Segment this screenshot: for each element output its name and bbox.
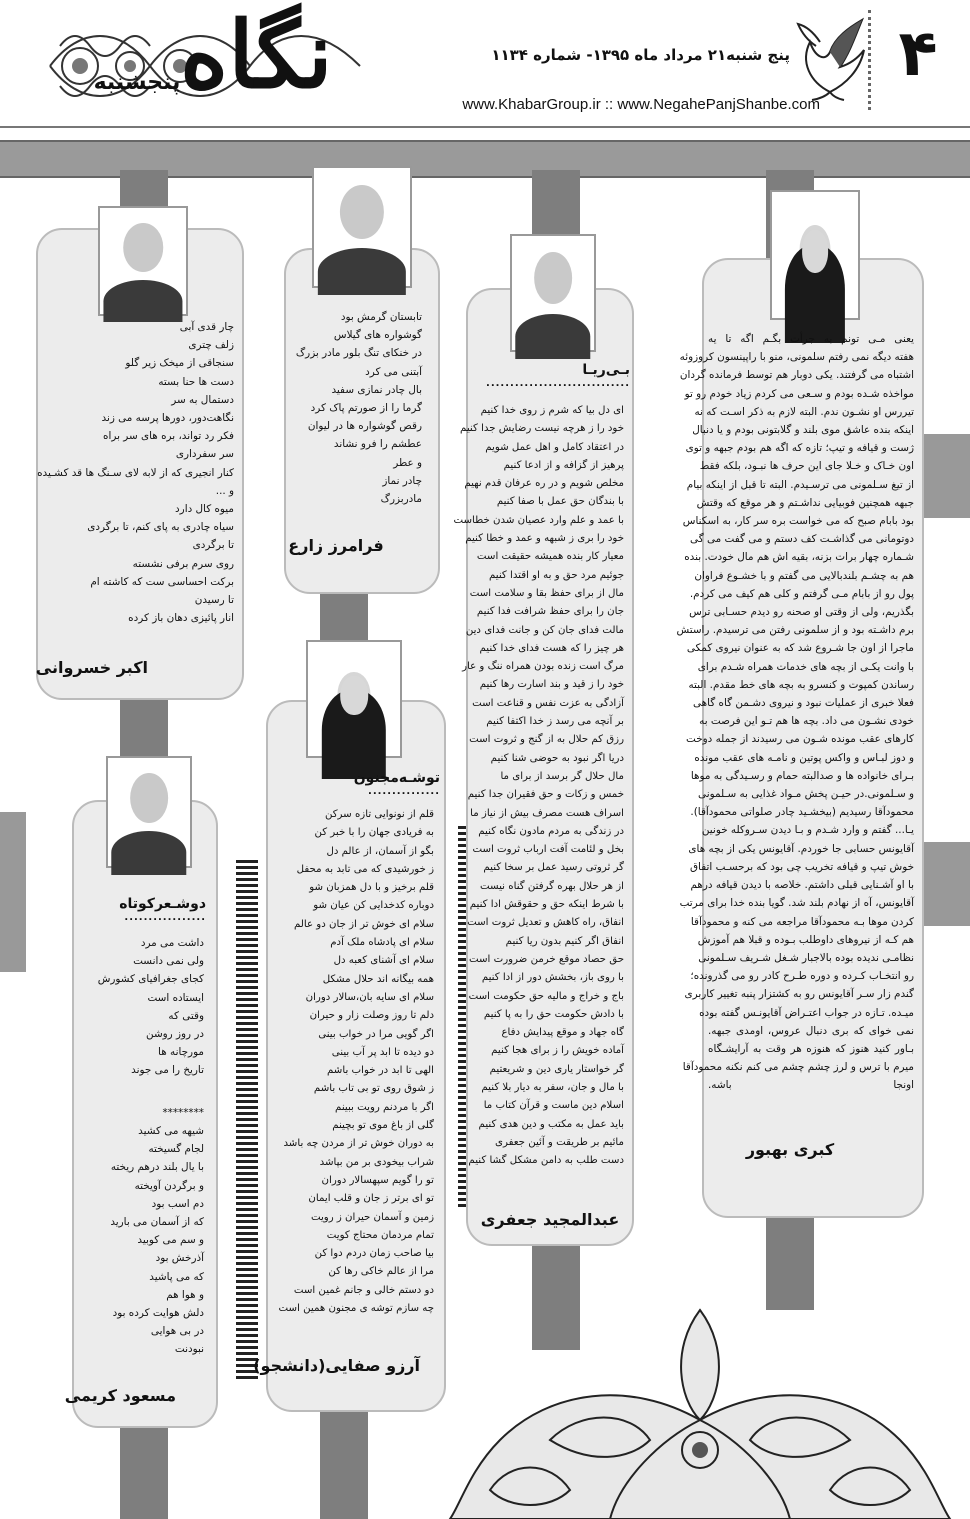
author-name-zare: فرامرز زارع — [288, 536, 384, 555]
text-line: قلم از نونوایی تازه سرکن — [324, 809, 434, 820]
author-name-safaei: آرزو صفایی(دانشجو) — [253, 1356, 420, 1375]
side-tab — [918, 434, 970, 518]
author-photo-safaei — [306, 640, 402, 758]
text-line: دو دیده تا ابد پر آب بینی — [331, 1046, 434, 1058]
text-line: نظامـی ندیده بوده بالاجبار شـغل شـریف سـلمونی — [698, 951, 914, 964]
text-line: مرگ است زنده بودن همراه ننگ و عار — [462, 661, 624, 673]
text-line: آماده خویش را ز برای هجا کنیم — [491, 1045, 624, 1057]
text-line: از تیغ سـلمونی می ترسـیدم. البته تا قبل از اینکه بیام — [686, 478, 914, 491]
text-line: جوئیم مرد حق و به او اقتدا کنیم — [488, 569, 624, 581]
text-line: داشت می مرد — [140, 937, 204, 949]
text-line: رو انتخـاب کـرده و دوره طـرح کادر رو می گذرونده؛ — [690, 970, 914, 983]
text-line: جبهه همچنین فوبیایی نداشـتم و هر موقع که وقتش — [696, 496, 914, 509]
text-line: مواخذه شـده بودم و سـعی می کردم زیاد خودم رو تو — [684, 387, 914, 400]
text-line: و هوا هم — [166, 1288, 204, 1301]
text-line: که از آسمان می بارید — [110, 1216, 204, 1229]
text-line: لجام گسیخته — [148, 1143, 204, 1156]
text-line: روی سرم برفی نشسته — [132, 557, 234, 570]
text-line: وقتی که — [168, 1009, 204, 1022]
text-line: بـرای خانواده ها و صدالبته حمام و رسـیدگی به موها — [690, 769, 914, 782]
text-line: سلام ای خوش تر از جان دو عالم — [293, 918, 434, 930]
text-line: اگر با مردنم رویت ببینم — [335, 1101, 434, 1113]
text-line: اگر گویی مرا در خواب بینی — [318, 1028, 434, 1040]
website-urls[interactable]: www.KhabarGroup.ir :: www.NegahePanjShanbe.com — [462, 96, 820, 113]
text-line: میرم با ترس و لرز چشم چشم می کنم نکنه محمودآقا — [682, 1061, 914, 1074]
text-line: اینکه بنده عاشق موی بلند و گلابتونی بودم و یا دنبال — [692, 424, 914, 437]
text-line: گر خواستار یاری دین و شریعتیم — [489, 1063, 624, 1075]
text-line: برم داشـته بود و از سلمونی رفتن می ترسیدم. راستش — [676, 624, 914, 637]
text-line: بر آنچه می رسد ز خدا اکتفا کنیم — [486, 716, 624, 728]
poem-text-jafari — [453, 402, 624, 1170]
text-line: گوشواره های گیلاس — [333, 329, 422, 342]
side-tab — [0, 812, 26, 972]
text-line: تاریخ را می جوند — [131, 1064, 204, 1077]
page-number: ۴ — [898, 17, 938, 91]
poem-title-text: بـی‌ریـا — [582, 362, 630, 378]
text-line: در خنکای تنگ بلور مادر بزرگ — [295, 347, 422, 360]
text-line: ای دل بیا که شرم ز روی خدا کنیم — [480, 405, 624, 416]
text-line: مالت فدای جان کن و جانت فدای دین — [465, 624, 624, 636]
text-line: محمودآقا رسیدیم (بیخشـید چادر صلواتی محمودآقا). — [690, 806, 914, 819]
text-line: حق حصاد موقع خرمن ضرورت است — [469, 953, 624, 965]
text-line: خود را بری ز شبهه و عمد و خطا کنیم — [465, 533, 624, 545]
text-line: با شرط اینکه حق و حقوقش ادا کنیم — [469, 899, 624, 911]
poem-text-safaei — [272, 806, 434, 1318]
text-line: در روز روشن — [146, 1028, 204, 1041]
text-line: گلی از باغ موی تو بچینم — [332, 1120, 434, 1132]
poem-text-khosravani — [37, 318, 234, 627]
text-line: مخلص شویم و در ره عرفان قدم نهیم — [464, 478, 624, 490]
author-name-jafari: عبدالمجید جعفری — [480, 1210, 620, 1229]
text-line: ولی نمی دانست — [133, 955, 204, 968]
text-line: تو ای برتر ز جان و قلب ایمان — [308, 1193, 434, 1205]
text-line: بگذریم، ولی از وقتی او صحنه رو دیدم حسـابی ترس — [689, 606, 914, 619]
pillar — [120, 700, 168, 760]
author-name-kobra: کبری بهبور — [745, 1140, 835, 1159]
text-line: کنار انجیری که از لابه لای سـنگ ها قد کشـیده — [37, 466, 234, 479]
pillar — [120, 1418, 168, 1519]
text-line: رقص گوشواره ها در لیوان — [307, 420, 422, 433]
text-line: آذرخش بود — [155, 1252, 204, 1265]
text-line: گرما را از صورتم پاک کرد — [310, 402, 422, 415]
text-line: دست ها حنا بسته — [158, 375, 234, 388]
text-line: ایستاده است — [147, 991, 204, 1004]
text-line: هم به چشـم بلندبالایی می گفتم و با خشـوع فراوان — [694, 569, 914, 582]
text-line: برکت احساسی ست که کاشته ام — [90, 575, 234, 588]
text-line: چار قدی آبی — [179, 321, 234, 333]
header-divider — [0, 126, 970, 128]
text-line: سر سفرداری — [175, 448, 234, 461]
text-line: گندم زار سـر آقایونس رو به کشتزار پنبه تغییر کاربری — [684, 988, 914, 1001]
text-line: گر ثروتی رسید عمل بر سخا کنیم — [483, 862, 624, 874]
text-line: خود را ز هرچه نیست رضایش جدا کنیم — [460, 423, 624, 435]
text-line: فعلا خبری از عملیات نبود و نیروی دشـمن گاه گاهی — [692, 697, 914, 710]
text-line: در اعتقاد کامل و اهل عمل شویم — [485, 441, 624, 453]
text-line: سنجاقی از میخک زیر گلو — [125, 357, 234, 370]
text-line: اونجا باشه. — [708, 1079, 914, 1092]
author-photo-zare — [312, 166, 412, 288]
text-line: با بندگان حق عمل با صفا کنیم — [496, 496, 624, 508]
author-photo-jafari — [510, 234, 596, 352]
text-line: تمام مردمان محتاج کویت — [326, 1229, 434, 1241]
text-line: با عمد و علم وارد عصیان شدن خطاست — [453, 514, 624, 526]
text-line: کردن موها بـه محمودآقا مراجعه می کنه و محمودآقا — [690, 915, 914, 928]
text-line: دوباره کدخدایی کن عیان شو — [313, 900, 434, 912]
text-line: چه سازم توشه ی مجنون همین است — [278, 1303, 434, 1315]
text-line: و عطر — [393, 456, 422, 469]
text-line: بال چادر نمازی سفید — [331, 383, 422, 396]
text-line: از هر حلال بهره گرفتن گناه نیست — [480, 880, 624, 892]
text-line: خوش تیپ و قیافه تخریب چی بود که برحسـب اتفاق — [690, 860, 914, 873]
text-line: ز شوق روی تو بی تاب باشم — [313, 1083, 434, 1095]
text-line: دلش هوایت کرده بود — [112, 1307, 204, 1320]
text-line: ز خورشیدی که می تابد به محفل — [296, 863, 434, 875]
text-line: انار پائیزی دهان باز کرده — [128, 612, 234, 625]
text-line: اسراف هست مصرف بیش از نیاز ما — [470, 807, 624, 819]
masthead — [0, 0, 970, 140]
author-photo-kobra — [770, 190, 860, 320]
text-line: مادربزرگ — [380, 493, 422, 506]
text-line: دو دستم خالی و جانم غمین است — [293, 1284, 434, 1296]
text-line: تو را گویم سپهسالار دوران — [321, 1174, 434, 1186]
logo-title: نگاه — [180, 1, 333, 109]
text-line: تا برگردی — [192, 539, 234, 552]
text-line: خمس و زکات و حق فقیران جدا کنیم — [467, 789, 624, 801]
text-line: دریا اگر نبود به حوضی شنا کنیم — [490, 752, 624, 764]
poem-title-safaei — [340, 770, 440, 797]
text-line: مال حلال گر برسد از برای ما — [500, 770, 624, 782]
text-line: و ... — [215, 484, 234, 497]
text-line: پول رو از بابام مـی گرفتم و کلی هم کیف می کردم. — [689, 587, 914, 600]
text-line: همه بیگانه اند حلال مشکل — [322, 973, 434, 985]
text-line: معیار کار بنده همیشه حقیقت است — [476, 551, 624, 563]
text-line: با مال و جان، سفر به دیار بلا کنیم — [481, 1081, 624, 1093]
text-line: دلم تا روز وصلت زار و حیران — [309, 1010, 434, 1022]
text-line: بگو از آسمان، از عالم دل — [326, 845, 434, 857]
separator-stars: ******** — [162, 1107, 204, 1119]
author-photo-karimi — [106, 756, 192, 868]
text-line: دم اسب بود — [151, 1197, 204, 1210]
text-line: عطشم را فرو نشاند — [333, 438, 422, 451]
author-name-khosravani: اکبر خسروانی — [35, 658, 148, 677]
text-line: نمی خوای که بری دنبال عروس، اومدی جبهه. — [708, 1024, 914, 1037]
poem-title-karimi — [96, 896, 206, 923]
text-line: به دوران خوش تر از مردن چه باشد — [283, 1138, 434, 1150]
text-line: یعنی مـی تونم به جرأت بگـم اگه تا یه — [708, 333, 914, 345]
text-line: ژست و قیافه و تیپ؛ تازه که اگه هم بودم جبهه و توی — [685, 442, 914, 455]
poem-text-karimi-1 — [80, 934, 204, 1080]
text-line: زلف چتری — [188, 339, 234, 352]
text-line: و سم می کوبید — [137, 1234, 204, 1247]
article-text-kobra — [676, 330, 914, 1095]
text-line: مائیم بر طریقت و آئین جعفری — [495, 1136, 624, 1148]
text-line: انفاق، راه کاهش و تعدیل ثروت است — [467, 917, 624, 929]
poem-text-zare — [294, 308, 422, 508]
text-line: نبودنت — [174, 1343, 204, 1356]
text-line: سلام ای سایه بان،سالار دوران — [305, 991, 434, 1003]
text-line: و دوز لبـاس و واکس پوتین و نامـه های عقب مونده — [694, 751, 914, 764]
side-tab — [918, 842, 970, 926]
text-line: سلام ای آشنای کعبه دل — [333, 955, 434, 967]
text-line: نگاهت‌دور، دورها پرسه می زند — [101, 412, 234, 425]
title-dots: ............... — [368, 786, 440, 797]
text-line: دستمال به سر — [171, 393, 234, 406]
text-line: بخل و لئامت آفت ارباب ثروت است — [472, 844, 624, 856]
poem-title-jafari — [486, 362, 630, 389]
text-line: در زندگی به مردم مادون نگاه کنیم — [478, 825, 624, 837]
logo-subtitle: پنجشنبه — [93, 70, 181, 95]
text-line: ماجرا از اون جا شـروع شد که به عنوان نیروی کمکی — [686, 642, 914, 655]
text-line: و سـلمونی.در حیـن پخش مـواد غذایی به سـلمونی — [698, 788, 914, 801]
text-line: تیررس او نشـون ندم. البته لازم به ذکر اسـت که نه — [694, 405, 914, 418]
text-line: میوه کال دارد — [175, 503, 234, 516]
text-line: با دادش حکومت حق را به پا کنیم — [483, 1008, 624, 1020]
text-line: گاه جهاد و موقع پیدایش دفاع — [501, 1027, 624, 1039]
text-line: بـاور کنید هنوز که هنوزه هر وقت به آرایشـگاه — [708, 1042, 914, 1055]
text-line: به فریادی جهان را با خبر کن — [314, 827, 434, 839]
text-line: سیاه چادری به پای کنم، تا برگردی — [87, 521, 234, 534]
text-line: تا رسیدن — [194, 594, 234, 607]
title-dots: ................. — [124, 912, 206, 923]
text-line: با او آشـنایی قبلی داشتم. خلاصه با دیدن قیافه درهم — [690, 879, 914, 892]
text-line: خودی نشـون می داد. بچه ها هم تـو این فرصت به — [699, 715, 914, 728]
text-line: انفاق اگر کنیم بدون ریا کنیم — [505, 935, 624, 947]
text-line: جان را برای حفظ شرافت فدا کنیم — [476, 606, 624, 618]
text-line: پرهیز از گزافه و از ادعا کنیم — [503, 459, 624, 471]
text-line: کارهای عقب مونده شـون می رسیدند از جمله دوخت — [686, 733, 914, 746]
text-line: سلام ای پادشاه ملک آدم — [330, 937, 434, 949]
text-line: اسلام دین ماست و قرآن کتاب ما — [483, 1100, 624, 1112]
text-line: کجای جغرافیای کشورش — [97, 973, 204, 986]
phoenix-bird-icon — [790, 12, 870, 102]
poem-title-text: توشـه‌مجنون — [353, 770, 440, 786]
text-line: آزادگی به عزت نفس و قناعت است — [472, 697, 624, 709]
text-line: بیا صاحب زمان دردم دوا کن — [314, 1248, 434, 1260]
text-line: رزق کم حلال به از گنج و ثروت است — [469, 734, 624, 746]
text-line: تابستان گرمش بود — [340, 311, 422, 323]
text-line: اشتباه می گرفتند. یکی دوبار هم توسط فرمانده گردان — [679, 369, 914, 382]
text-line: شـماره چهار برات بزنه، بقیه اش هم مال خودت. بنده — [684, 551, 914, 564]
decorative-stripe — [236, 860, 258, 1380]
text-line: شیهه می کشید — [138, 1125, 204, 1137]
author-name-karimi: مسعود کریمی — [64, 1386, 176, 1405]
text-line: با وانت یکـی از بچه های خدمات همراه شـدم برای — [697, 660, 914, 673]
text-line: هر چیز را که هست فدای خدا کنیم — [479, 642, 624, 654]
text-line: رساندن کمپوت و کنسرو به بچه های خط مقدم. البته — [688, 678, 914, 691]
text-line: فکر رد تواند، بره های سر براه — [103, 430, 234, 443]
text-line: آبتنی می کرد — [365, 365, 422, 378]
text-line: باج و خراج و مالیه حق حکومت است — [468, 990, 624, 1002]
text-line: قلم برخیز و با دل همزبان شو — [309, 882, 434, 894]
text-line: مورچانه ها — [158, 1046, 204, 1059]
text-line: خود را ز قید و بند اسارت رها کنیم — [479, 679, 624, 691]
text-line: مرا از عالم خاکی رها کن — [328, 1266, 434, 1278]
author-photo-khosravani — [98, 206, 188, 316]
text-line: بود بابام صبح که می خواست بره سر کار، به اسکناس — [682, 515, 914, 528]
text-line: هفته دیگه نمی رفتم سلمونی، منو با راپینسون کروزوئه — [679, 351, 914, 364]
text-line: که می پاشید — [149, 1270, 204, 1283]
poem-separator — [80, 1104, 204, 1122]
text-line: الهی تا ابد در خواب باشم — [327, 1065, 434, 1077]
text-line: چادر نماز — [382, 474, 422, 487]
text-line: باید عمل به مکتب و دین هدی کنیم — [478, 1118, 624, 1130]
text-line: آقایونس، آه از نهادم بلند شد. گویا بنده خدا برای مرتب — [679, 897, 914, 910]
text-line: شراب بیخودی بر من بپاشد — [319, 1156, 434, 1168]
text-line: دوتومانی می گذاشـت کف دستم و می گفت می گی — [690, 533, 914, 546]
poem-text-karimi-2 — [80, 1122, 204, 1359]
text-line: هم کـه از نیروهای داوطلب بـوده و قبلا هم آموزش — [697, 933, 914, 946]
text-line: آقایونس حسابی جا خوردم. آقایونس یکی از بچه های — [688, 842, 914, 855]
issue-dateline: پنج شنبه۲۱ مرداد ماه ۱۳۹۵- شماره ۱۱۳۴ — [491, 46, 790, 64]
text-line: با روی باز، بخشش دور از ادا کنیم — [481, 972, 624, 984]
title-dots: .............................. — [486, 378, 630, 389]
text-line: و برگردن آویخته — [134, 1179, 204, 1192]
text-line: در بی هوایی — [150, 1325, 204, 1338]
text-line: اون خـاک و خـلا جای این حرف ها نبـود، بلکه فقط — [699, 460, 914, 473]
text-line: زمین و آسمان حیران ز رویت — [310, 1211, 434, 1223]
text-line: یـا... گفتم و وارد شـدم و بـا دیدن سـروکله خونین — [701, 824, 914, 837]
text-line: با یال بلند درهم ریخته — [110, 1161, 204, 1174]
poem-title-text: دوشـعرکوتاه — [119, 896, 206, 912]
acanthus-ornament-icon — [430, 1290, 970, 1519]
text-line: میـده. تـازه در جواب اعتـراض آقایونـس گفته بوده — [699, 1006, 914, 1019]
text-line: مال از برای حفظ بقا و سلامت است — [469, 587, 624, 599]
text-line: دست طلب به دامن مشکل گشا کنیم — [468, 1155, 624, 1167]
